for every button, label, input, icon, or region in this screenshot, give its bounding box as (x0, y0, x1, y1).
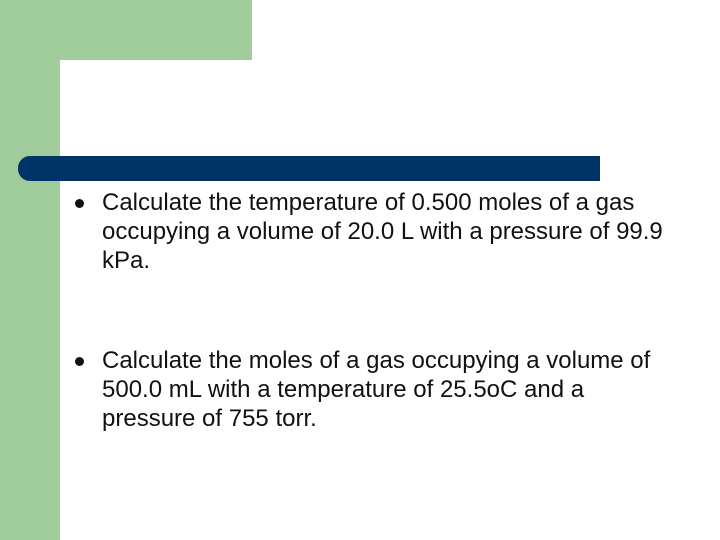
bullet-text: Calculate the temperature of 0.500 moles of a gas occupying a volume of 20.0 L with a pressure of 99.9 kPa. (102, 189, 663, 274)
bullet-text: Calculate the moles of a gas occupying a volume of 500.0 mL with a temperature of 25.5oC and a pressure of 755 torr. (102, 347, 651, 432)
title-bar (18, 156, 600, 181)
green-top-band (0, 0, 252, 60)
bullet-list (74, 188, 674, 433)
green-sidebar-band (0, 0, 60, 540)
bullet-dot-icon (75, 357, 84, 366)
bullet-dot-icon (75, 199, 84, 208)
rounded-corner-accent (60, 60, 96, 96)
bullet-item (74, 346, 674, 433)
bullet-item (74, 188, 674, 275)
